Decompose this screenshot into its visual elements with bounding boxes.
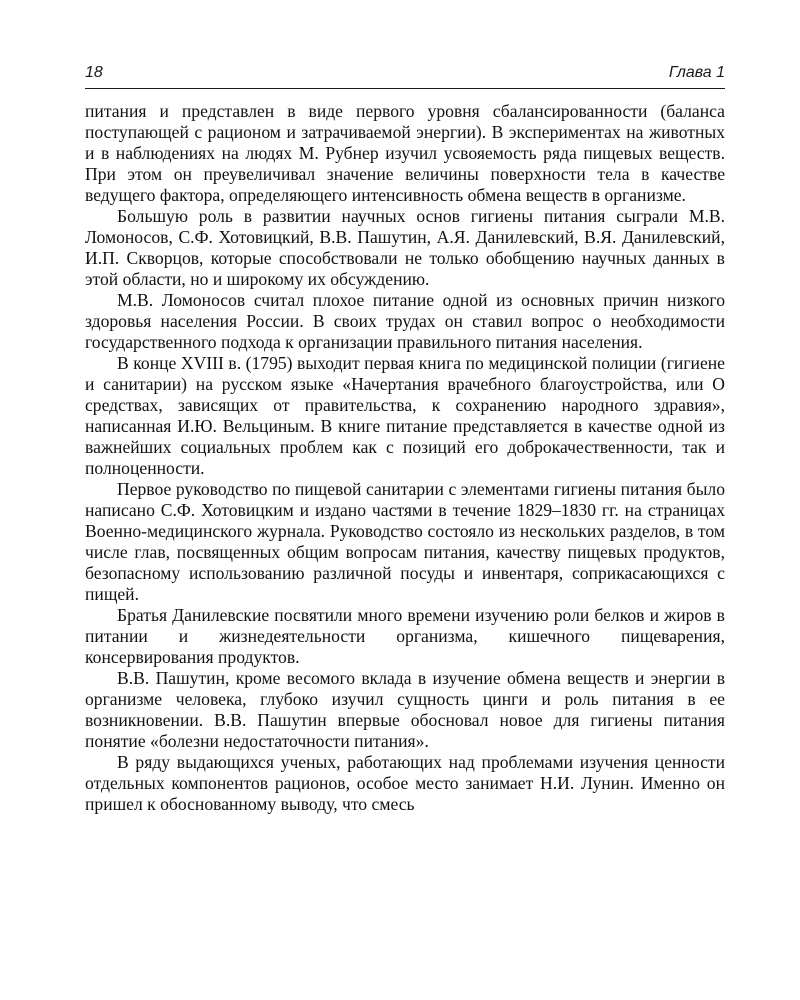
paragraph: В ряду выдающихся ученых, работающих над проблемами изучения ценности отдельных компонентов рационов, особое место занимает Н.И. Лунин. Именно он пришел к обоснованному выводу, что смесь [85,752,725,814]
chapter-title: Глава 1 [668,64,725,81]
paragraph: В.В. Пашутин, кроме весомого вклада в изучение обмена веществ и энергии в организме человека, глубоко изучил сущность цинги и роль питания в ее возникновении. В.В. Пашутин впервые обосновал новое для гигиены питания понятие «болезни недостаточности питания». [85,668,725,751]
book-page [85,62,725,962]
paragraph: Первое руководство по пищевой санитарии с элементами гигиены питания было написано С.Ф. Хотовицким и издано частями в течение 1829–1830 гг. на страницах Военно-медицинского журнала. Руководство состояло из нескольких разделов, в том числе глав, посвященных общим вопросам питания, качеству пищевых продуктов, безопасному использованию различной посуды и инвентаря, соприкасающихся с пищей. [85,479,725,604]
paragraph: М.В. Ломоносов считал плохое питание одной из основных причин низкого здоровья населения России. В своих трудах он ставил вопрос о необходимости государственного подхода к организации правильного питания населения. [85,290,725,352]
paragraph: Большую роль в развитии научных основ гигиены питания сыграли М.В. Ломоносов, С.Ф. Хотовицкий, В.В. Пашутин, А.Я. Данилевский, В.Я. Данилевский, И.П. Скворцов, которые способствовали не только обобщению научных данных в этой области, но и широкому их обсуждению. [85,206,725,289]
running-header [85,62,725,89]
paragraph: Братья Данилевские посвятили много времени изучению роли белков и жиров в питании и жизнедеятельности организма, кишечного пищеварения, консервирования продуктов. [85,605,725,667]
page-number: 18 [85,64,103,81]
paragraph-continued: питания и представлен в виде первого уровня сбалансированности (баланса поступающей с рационом и затрачиваемой энергии). В экспериментах на животных и в наблюдениях на людях М. Рубнер изучил усвояемость ряда пищевых веществ. При этом он преувеличивал значение величины поверхности тела в качестве ведущего фактора, определяющего интенсивность обмена веществ в организме. [85,101,725,205]
body-text [85,101,725,815]
paragraph: В конце XVIII в. (1795) выходит первая книга по медицинской полиции (гигиене и санитарии) на русском языке «Начертания врачебного благоустройства, или О средствах, зависящих от правительства, к сохранению народного здравия», написанная И.Ю. Вельциным. В книге питание представляется в качестве одной из важнейших социальных проблем как с позиций его доброкачественности, так и полноценности. [85,353,725,478]
